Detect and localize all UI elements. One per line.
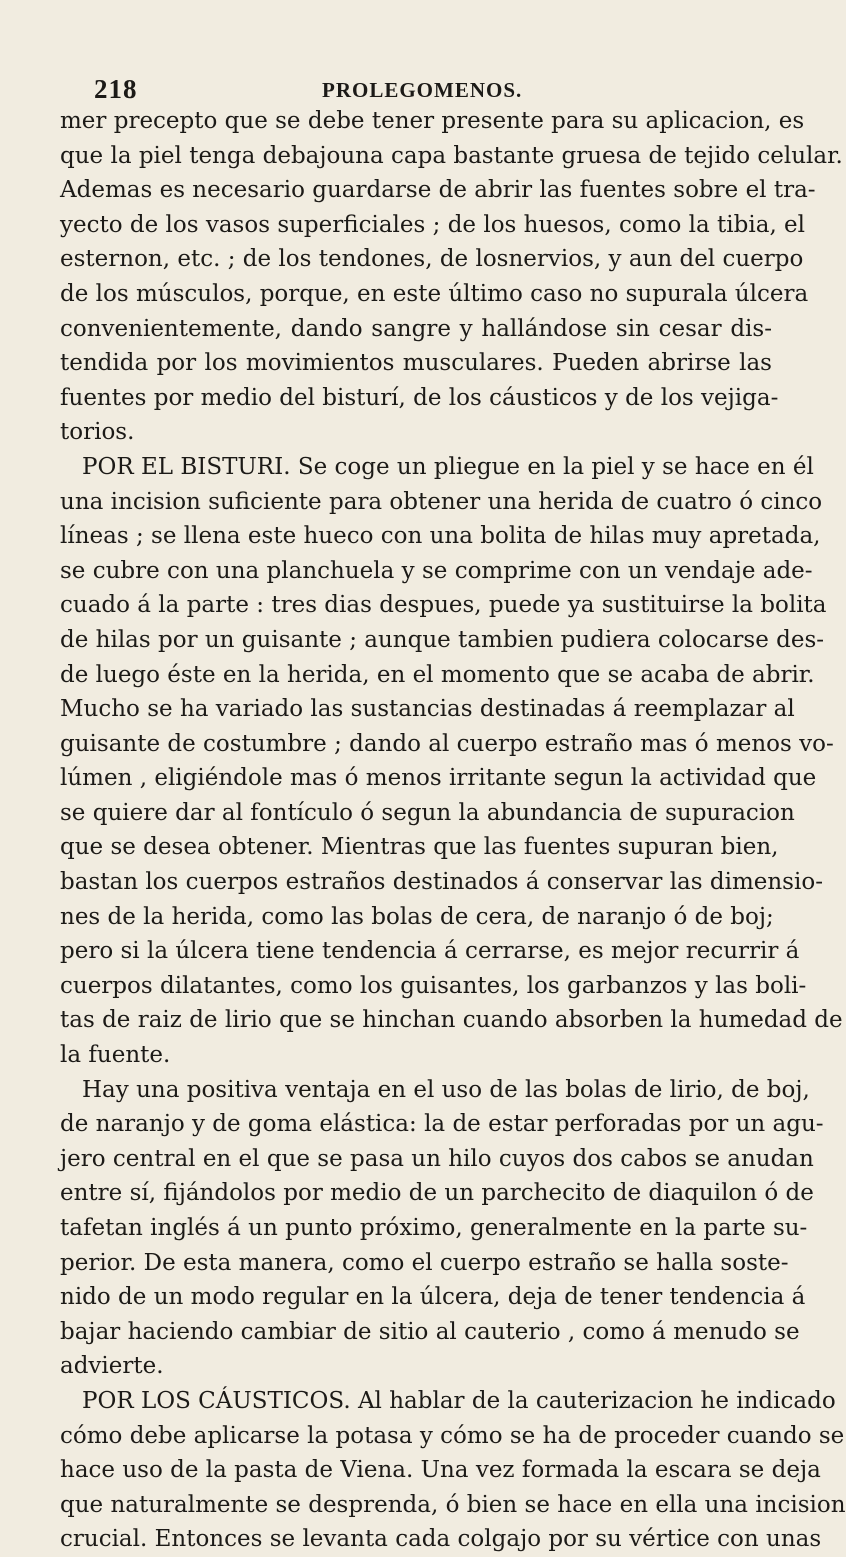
text-line: convenientemente, dando sangre y hallándose sin cesar dis- xyxy=(60,315,772,342)
running-head xyxy=(94,74,654,108)
text-line: Mucho se ha variado las sustancias destinadas á reemplazar al xyxy=(60,696,795,723)
text-line: nes de la herida, como las bolas de cera, de naranjo ó de boj; xyxy=(60,903,774,930)
text-line: pero si la úlcera tiene tendencia á cerrarse, es mejor recurrir á xyxy=(60,938,800,965)
text-line: advierte. xyxy=(60,1353,164,1380)
text-line: cuado á la parte : tres dias despues, puede ya sustituirse la bolita xyxy=(60,592,827,619)
text-line: entre sí, fijándolos por medio de un parchecito de diaquilon ó de xyxy=(60,1180,814,1207)
text-line: Hay una positiva ventaja en el uso de las bolas de lirio, de boj, xyxy=(82,1076,810,1103)
text-line: de naranjo y de goma elástica: la de estar perforadas por un agu- xyxy=(60,1111,824,1138)
text-line: Ademas es necesario guardarse de abrir las fuentes sobre el tra- xyxy=(60,177,816,204)
text-line: tendida por los movimientos musculares. Pueden abrirse las xyxy=(60,350,772,377)
text-line: lúmen , eligiéndole mas ó menos irritante segun la actividad que xyxy=(60,765,817,792)
text-line: que la piel tenga debajouna capa bastante gruesa de tejido celular. xyxy=(60,142,843,169)
text-line: tafetan inglés á un punto próximo, generalmente en la parte su- xyxy=(60,1215,808,1241)
page-number: 218 xyxy=(94,74,138,104)
text-line: nido de un modo regular en la úlcera, deja de tener tendencia á xyxy=(60,1284,806,1311)
text-line: perior. De esta manera, como el cuerpo estraño se halla soste- xyxy=(60,1249,789,1276)
text-line: tas de raiz de lirio que se hinchan cuando absorben la humedad de xyxy=(60,1007,843,1034)
body-text xyxy=(60,104,846,1557)
section-heading-line: POR EL BISTURI. Se coge un pliegue en la piel y se hace en él xyxy=(82,453,814,480)
text-line: líneas ; se llena este hueco con una bolita de hilas muy apretada, xyxy=(60,523,821,550)
text-line: se cubre con una planchuela y se comprime con un vendaje ade- xyxy=(60,557,813,584)
text-line: la fuente. xyxy=(60,1042,171,1069)
text-line: fuentes por medio del bisturí, de los cáusticos y de los vejiga- xyxy=(60,384,779,411)
text-line: bajar haciendo cambiar de sitio al cauterio , como á menudo se xyxy=(60,1318,800,1345)
text-line: jero central en el que se pasa un hilo cuyos dos cabos se anudan xyxy=(60,1145,814,1172)
text-line: cuerpos dilatantes, como los guisantes, los garbanzos y las boli- xyxy=(60,972,807,999)
text-line: cómo debe aplicarse la potasa y cómo se ha de proceder cuando se xyxy=(60,1422,845,1449)
text-line: guisante de costumbre ; dando al cuerpo estraño mas ó menos vo- xyxy=(60,730,834,757)
text-line: hace uso de la pasta de Viena. Una vez formada la escara se deja xyxy=(60,1457,821,1484)
text-line: yecto de los vasos superficiales ; de los huesos, como la tibia, el xyxy=(60,211,806,238)
text-line: que se desea obtener. Mientras que las fuentes supuran bien, xyxy=(60,834,779,861)
text-line: de hilas por un guisante ; aunque tambien pudiera colocarse des- xyxy=(60,626,825,653)
text-line: una incision suficiente para obtener una herida de cuatro ó cinco xyxy=(60,488,823,515)
section-heading-line: POR LOS CÁUSTICOS. Al hablar de la cauterizacion he indicado xyxy=(82,1387,836,1414)
text-line: esternon, etc. ; de los tendones, de losnervios, y aun del cuerpo xyxy=(60,246,804,273)
text-line: bastan los cuerpos estraños destinados á conservar las dimensio- xyxy=(60,869,823,896)
text-line: de luego éste en la herida, en el momento que se acaba de abrir. xyxy=(60,661,815,688)
text-line: se quiere dar al fontículo ó segun la abundancia de supuracion xyxy=(60,799,795,826)
text-line: mer precepto que se debe tener presente para su aplicacion, es xyxy=(60,108,805,134)
text-line: torios. xyxy=(60,419,135,446)
text-line: crucial. Entonces se levanta cada colgajo por su vértice con unas xyxy=(60,1526,822,1553)
text-line: que naturalmente se desprenda, ó bien se hace en ella una incision xyxy=(60,1491,846,1518)
running-title: PROLEGOMENOS. xyxy=(322,78,523,102)
text-line: de los músculos, porque, en este último caso no supurala úlcera xyxy=(60,280,809,307)
